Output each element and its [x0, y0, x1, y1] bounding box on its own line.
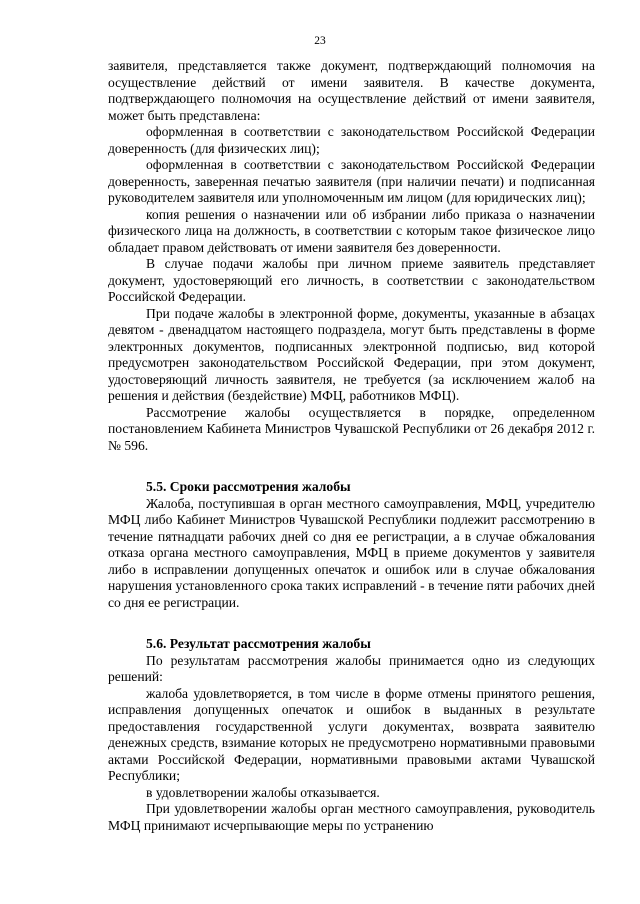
paragraph: При удовлетворении жалобы орган местного самоуправления, руководитель МФЦ принимают исчерпывающие меры по устранению — [108, 801, 595, 833]
paragraph: При подаче жалобы в электронной форме, документы, указанные в абзацах девятом - двенадцатом настоящего подраздела, могут быть представлены в форме электронных документов, подписанных электронной подписью, вид которой предусмотрен законодательством Российской Федерации, при этом документ, удостоверяющий личность заявителя, не требуется (за исключением жалоб на решения и действия (бездействие) МФЦ, работников МФЦ). — [108, 305, 595, 403]
paragraph: жалоба удовлетворяется, в том числе в форме отмены принятого решения, исправления допущенных опечаток и ошибок в выданных в результате предоставления государственной услуги документах, возврата заявителю денежных средств, взимание которых не предусмотрено нормативными правовыми актами Российской Федерации, нормативными правовыми актами Чувашской Республики; — [108, 685, 595, 783]
paragraph: Рассмотрение жалобы осуществляется в порядке, определенном постановлением Кабинета Министров Чувашской Республики от 26 декабря 2012 г. № 596. — [108, 404, 595, 453]
paragraph: Жалоба, поступившая в орган местного самоуправления, МФЦ, учредителю МФЦ либо Кабинет Министров Чувашской Республики подлежит рассмотрению в течение пятнадцати рабочих дней со дня ее регистрации, а в случае обжалования отказа органа местного самоуправления, МФЦ в приеме документов у заявителя либо в исправлении допущенных опечаток и ошибок или в случае обжалования нарушения установленного срока таких исправлений - в течение пяти рабочих дней со дня ее регистрации. — [108, 495, 595, 610]
paragraph: заявителя, представляется также документ, подтверждающий полномочия на осуществление действий от имени заявителя. В качестве документа, подтверждающего полномочия на осуществление действий от имени заявителя, может быть представлена: — [108, 58, 595, 123]
section-heading-5-6: 5.6. Результат рассмотрения жалобы — [146, 636, 371, 651]
paragraph: оформленная в соответствии с законодательством Российской Федерации доверенность, заверенная печатью заявителя (при наличии печати) и подписанная руководителем заявителя или уполномоченным им лицом (для юридических лиц); — [108, 157, 595, 205]
paragraph: По результатам рассмотрения жалобы принимается одно из следующих решений: — [108, 652, 595, 684]
paragraph: В случае подачи жалобы при личном приеме заявитель представляет документ, удостоверяющий его личность, в соответствии с законодательством Российской Федерации. — [108, 256, 595, 304]
page-number: 23 — [314, 35, 326, 47]
section-heading-5-5: 5.5. Сроки рассмотрения жалобы — [146, 479, 351, 494]
paragraph: копия решения о назначении или об избрании либо приказа о назначении физического лица на должность, в соответствии с которым такое физическое лицо обладает правом действовать от имени заявителя без доверенности. — [108, 206, 595, 255]
document-body — [108, 58, 595, 834]
paragraph: оформленная в соответствии с законодательством Российской Федерации доверенность (для физических лиц); — [108, 124, 595, 156]
paragraph: в удовлетворении жалобы отказывается. — [146, 784, 380, 800]
